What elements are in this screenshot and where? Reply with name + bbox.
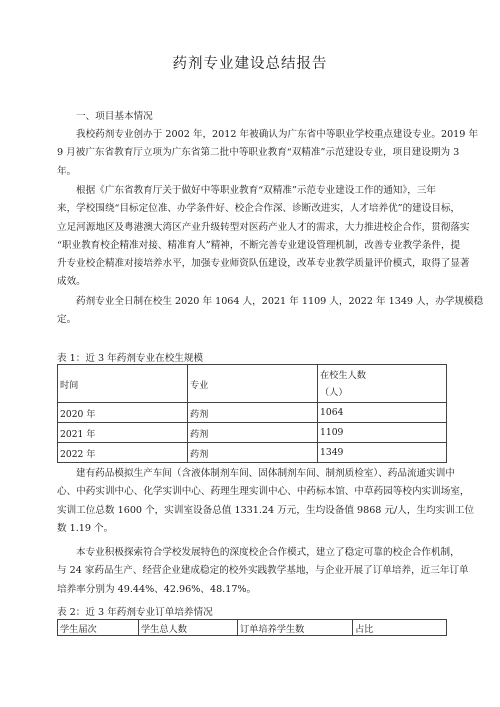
table-1-caption: 表 1：近 3 年药剂专业在校生规模 bbox=[57, 353, 204, 364]
text-line: 立足河源地区及粤港澳大湾区产业升级转型对医药产业人才的需求，大力推进校企合作，贯彻落实 bbox=[57, 221, 470, 233]
text-line: 我校药剂专业创办于 2002 年，2012 年被确认为广东省中等职业学校重点建设专业。2019 年 bbox=[76, 129, 479, 140]
table-header-cell: 占比 bbox=[353, 620, 447, 636]
table-cell: 2021 年 bbox=[58, 423, 188, 443]
table-2-caption: 表 2：近 3 年药剂专业订单培养情况 bbox=[57, 607, 213, 618]
table-cell: 1349 bbox=[318, 443, 447, 463]
table-header-row bbox=[58, 620, 447, 636]
table-cell: 1109 bbox=[318, 423, 447, 443]
text-line: 心、中药实训中心、化学实训中心、药理生理实训中心、中药标本馆、中草药园等校内实训场室， bbox=[57, 486, 470, 498]
table-header-cell bbox=[318, 365, 447, 403]
text-line: 数 1.19 个。 bbox=[57, 522, 114, 534]
enrollment-table bbox=[57, 364, 447, 463]
text-line: 根据《广东省教育厅关于做好中等职业教育“双精准”示范专业建设工作的通知》，三年 bbox=[76, 185, 436, 196]
text-line: 实训工位总数 1600 个，实训室设备总值 1331.24 万元，生均设备值 9868 元/人，生均实训工位 bbox=[57, 504, 475, 516]
table-header-cell: 学生届次 bbox=[58, 620, 139, 636]
header-line: （人） bbox=[320, 386, 348, 398]
table-header-cell: 订单培养学生数 bbox=[238, 620, 353, 636]
table-row bbox=[58, 423, 447, 443]
text-line: 本专业积极探索符合学校发展特色的深度校企合作模式，建立了稳定可靠的校企合作机制， bbox=[76, 547, 460, 558]
text-line: 建有药品模拟生产车间（含液体制剂车间、固体制剂车间、制剂质检室）、药品流通实训中 bbox=[76, 468, 455, 479]
text-line: 9 月被广东省教育厅立项为广东省第二批中等职业教育“双精准”示范建设专业，项目建设期为 3 bbox=[57, 147, 460, 159]
table-cell: 药剂 bbox=[188, 403, 318, 423]
text-line: 药剂专业全日制在校生 2020 年 1064 人，2021 年 1109 人，2022 年 1349 人，办学规模稳 bbox=[76, 296, 484, 307]
table-cell: 2022 年 bbox=[58, 443, 188, 463]
paragraph-2 bbox=[57, 182, 470, 292]
table-cell: 药剂 bbox=[188, 443, 318, 463]
text-line: 年。 bbox=[57, 165, 77, 177]
paragraph-5 bbox=[57, 544, 469, 599]
text-line: 定。 bbox=[57, 314, 77, 326]
table-header-cell: 专业 bbox=[188, 365, 318, 403]
document-title: 药剂专业建设总结报告 bbox=[172, 56, 328, 72]
table-cell: 2020 年 bbox=[58, 403, 188, 423]
text-line: 升专业校企精准对接培养水平，加强专业师资队伍建设，改革专业教学质量评价模式，取得了显著 bbox=[57, 258, 470, 270]
table-cell: 1064 bbox=[318, 403, 447, 423]
order-training-table bbox=[57, 619, 447, 636]
table-row bbox=[58, 443, 447, 463]
paragraph-4 bbox=[57, 465, 475, 538]
table-header-cell: 学生总人数 bbox=[139, 620, 238, 636]
table-cell: 药剂 bbox=[188, 423, 318, 443]
text-line: 培养率分别为 49.44%、42.96%、48.17%。 bbox=[57, 583, 257, 595]
text-line: 来，学校围绕“目标定位准、办学条件好、校企合作深、诊断改进实，人才培养优”的建设目标， bbox=[57, 203, 461, 215]
table-row bbox=[58, 403, 447, 423]
header-line: 在校生人数 bbox=[320, 369, 366, 381]
section-heading: 一、项目基本情况 bbox=[76, 111, 153, 122]
text-line: 与 24 家药品生产、经营企业建成稳定的校外实践教学基地，与企业开展了订单培养，近三年订单 bbox=[57, 565, 469, 577]
paragraph-1 bbox=[57, 126, 479, 181]
text-line: “职业教育校企精准对接、精准育人”精神，不断完善专业建设管理机制，改善专业教学条件，提 bbox=[57, 239, 461, 251]
table-header-cell: 时间 bbox=[58, 365, 188, 403]
text-line: 成效。 bbox=[57, 276, 86, 288]
table-header-row bbox=[58, 365, 447, 403]
paragraph-3 bbox=[57, 293, 484, 330]
